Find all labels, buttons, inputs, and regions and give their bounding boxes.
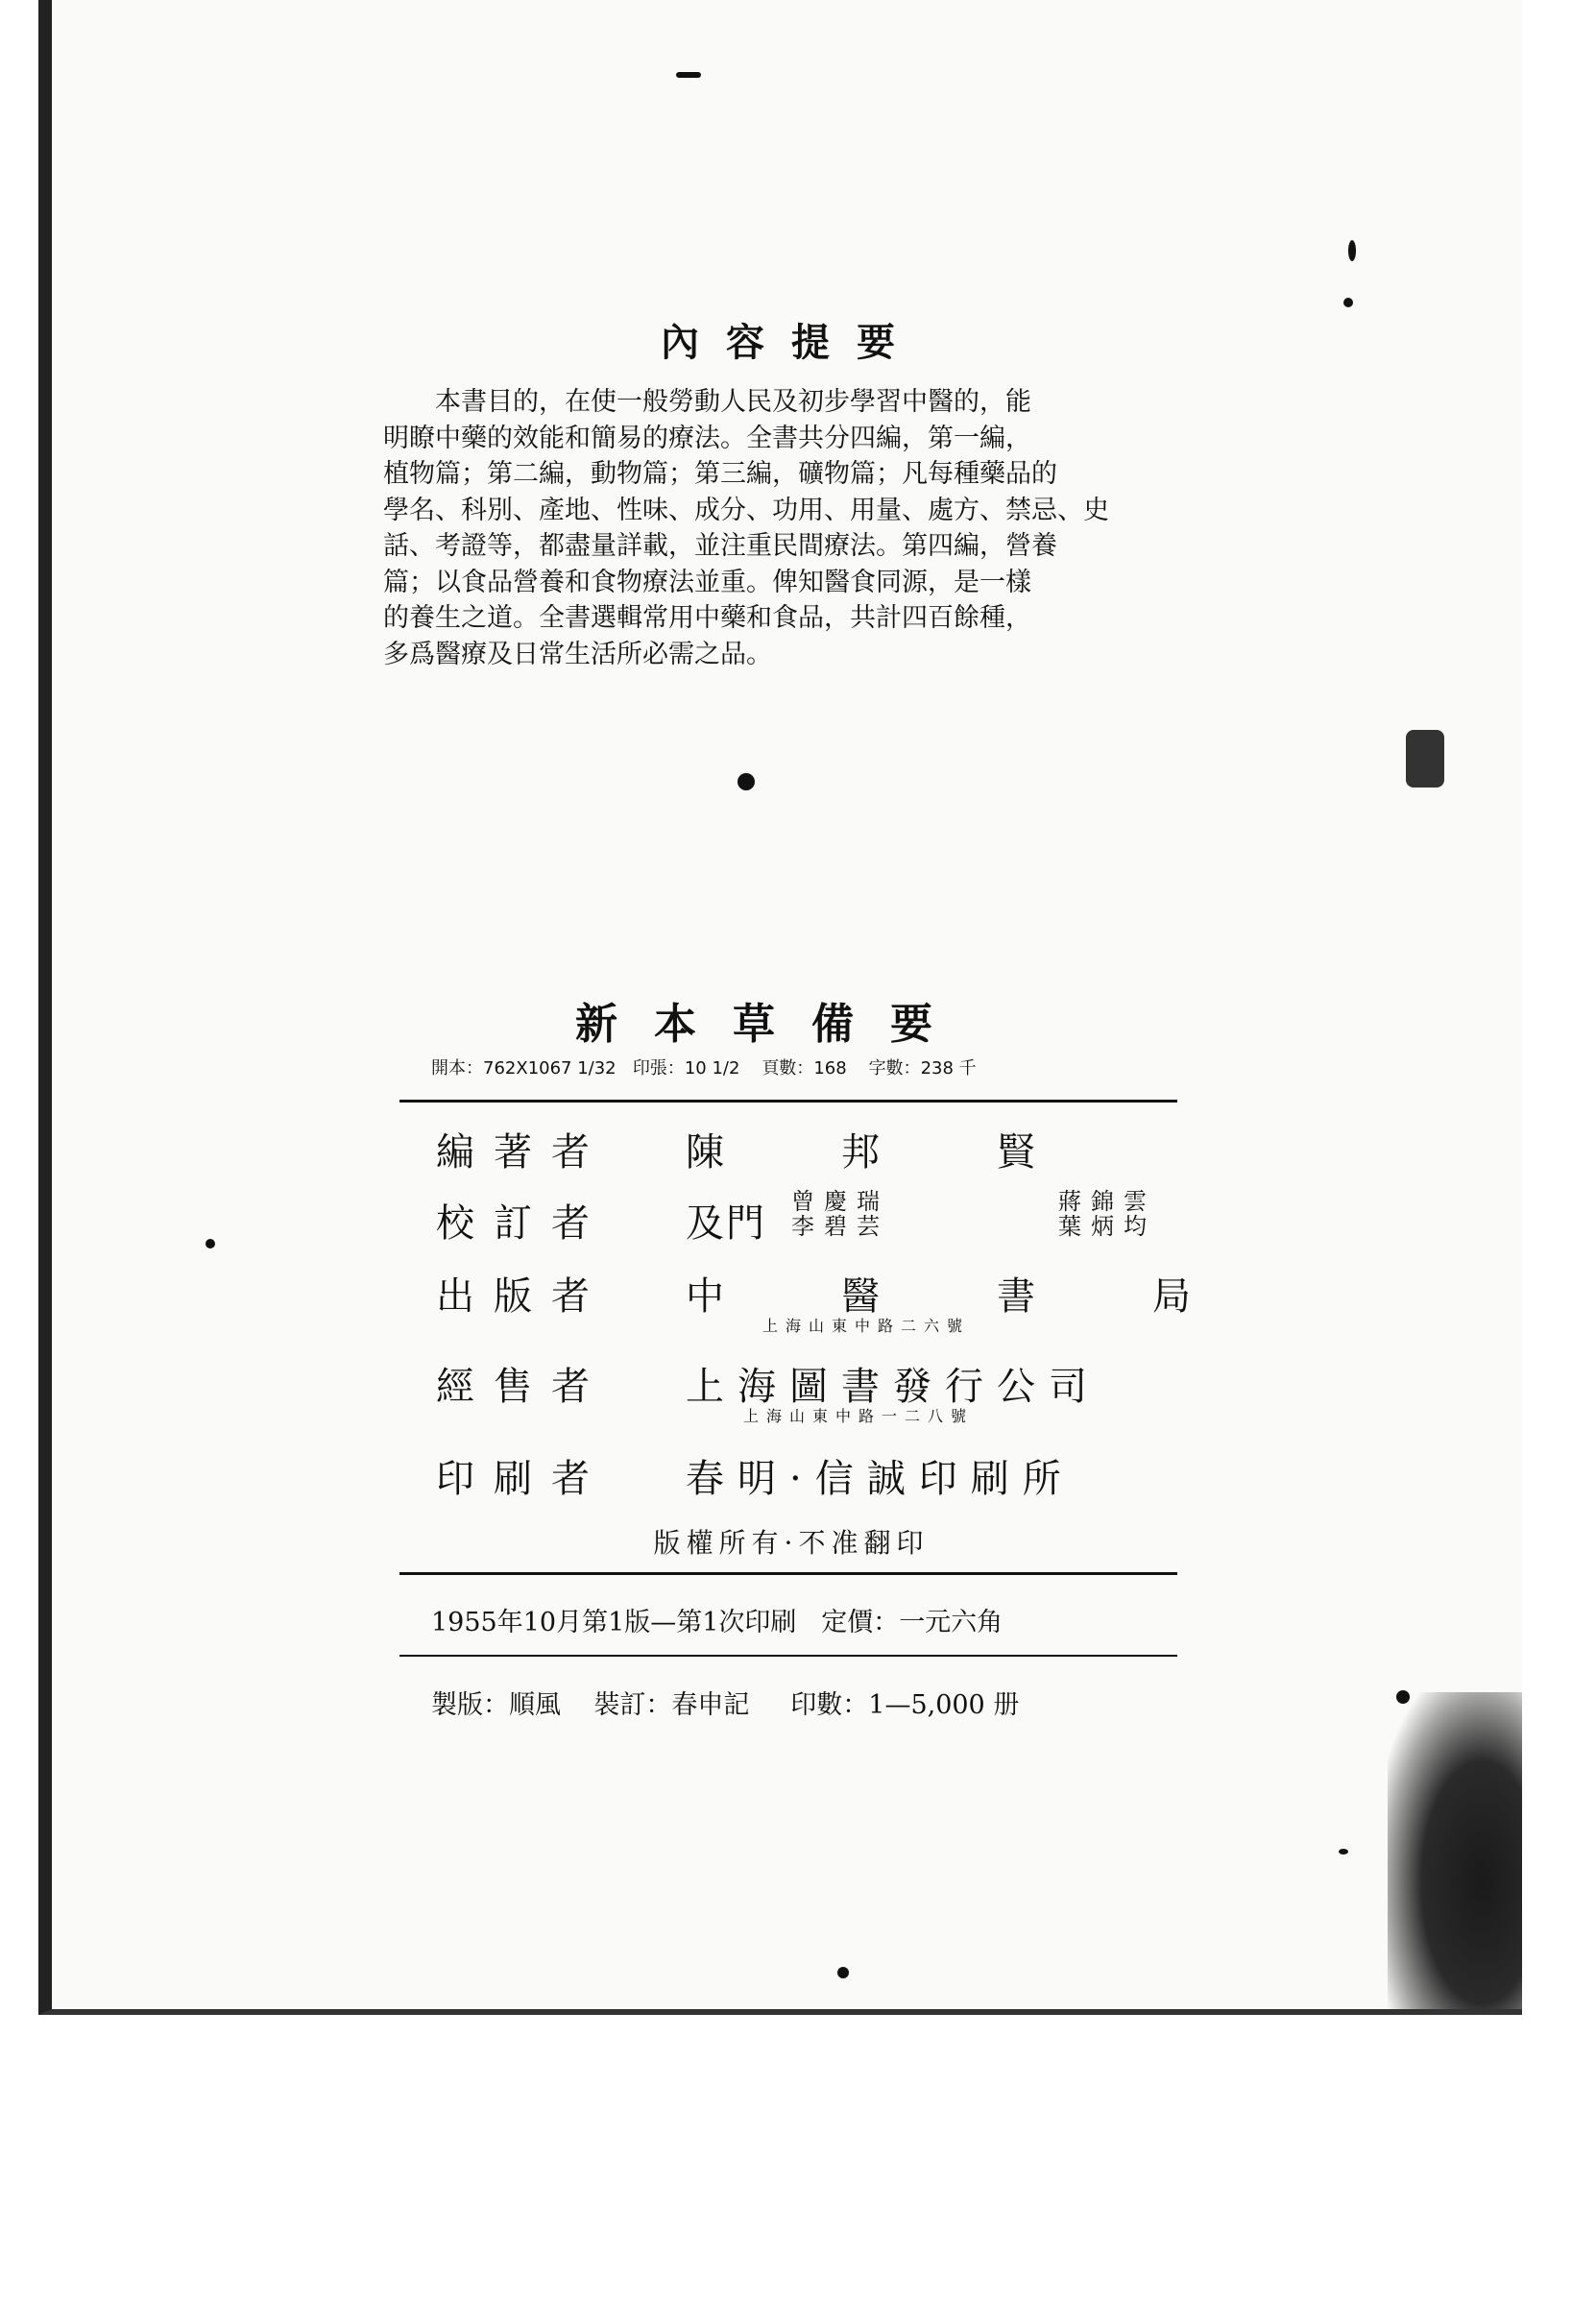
print-run-value: 1—5,000 册 xyxy=(868,1690,1020,1720)
scan-speck xyxy=(676,72,701,78)
price-label: 定價： xyxy=(821,1608,900,1637)
section-bullet xyxy=(738,773,755,790)
rule-lower xyxy=(399,1655,1177,1657)
production-line xyxy=(431,1684,1180,1721)
print-run-label: 印數： xyxy=(790,1690,869,1720)
credit-address: 上海山東中路一二八號 xyxy=(743,1407,975,1425)
scan-speck xyxy=(206,1239,215,1248)
book-title: 新本草備要 xyxy=(575,1000,969,1049)
rule-top xyxy=(399,1100,1177,1103)
credit-name: 陳 邦 賢 xyxy=(686,1130,1049,1175)
summary-line: 明瞭中藥的效能和簡易的療法。全書共分四編，第一編， xyxy=(383,423,1031,453)
copyright-notice: 版權所有·不准翻印 xyxy=(653,1527,930,1559)
spec-words-label: 字數： xyxy=(868,1058,921,1079)
reviewer-name: 蔣錦雲 xyxy=(1058,1188,1156,1215)
credit-distributor xyxy=(436,1356,1185,1442)
credit-name: 春明·信誠印刷所 xyxy=(686,1457,1075,1501)
summary-line: 的養生之道。全書選輯常用中藥和食品，共計四百餘種， xyxy=(383,603,1031,633)
scan-speck xyxy=(1343,298,1353,307)
edition-info: 1955年10月第1版—第1次印刷 xyxy=(431,1608,797,1637)
binding-label: 裝訂： xyxy=(593,1690,672,1720)
summary-line: 多爲醫療及日常生活所必需之品。 xyxy=(383,639,772,669)
summary-title: 內容提要 xyxy=(661,320,922,365)
reviewer-names xyxy=(791,1189,1156,1239)
scan-speck xyxy=(1339,1849,1348,1855)
credit-name: 中 醫 書 局 xyxy=(686,1274,1204,1319)
credit-name: 上海圖書發行公司 xyxy=(686,1365,1100,1409)
reviewer-name: 葉炳均 xyxy=(1058,1213,1156,1240)
credit-role: 經售者 xyxy=(436,1365,609,1409)
spec-pages-value: 168 xyxy=(813,1058,847,1079)
summary-line: 本書目的，在使一般勞動人民及初步學習中醫的，能 xyxy=(435,387,1031,417)
edition-line xyxy=(431,1601,1180,1638)
credit-role: 編著者 xyxy=(436,1130,609,1175)
rule-middle xyxy=(399,1572,1177,1575)
spec-words-value: 238 千 xyxy=(920,1058,977,1079)
page-bullet xyxy=(837,1967,849,1978)
price-value: 一元六角 xyxy=(899,1608,1004,1637)
spec-sheets-label: 印張： xyxy=(632,1058,685,1079)
credit-role: 校訂者 xyxy=(436,1201,609,1246)
credit-address: 上海山東中路二六號 xyxy=(762,1317,971,1335)
summary-line: 植物篇；第二編，動物篇；第三編，礦物篇；凡每種藥品的 xyxy=(383,459,1057,489)
scan-speck xyxy=(1348,240,1356,261)
reviewer-name: 李碧芸 xyxy=(791,1213,889,1240)
summary-line: 話、考證等，都盡量詳載，並注重民間療法。第四編，營養 xyxy=(383,531,1057,561)
summary-paragraph xyxy=(383,384,1180,672)
book-specs xyxy=(431,1055,1180,1079)
binding-value: 春申記 xyxy=(671,1690,750,1720)
scan-speck xyxy=(1406,730,1444,788)
credit-prefix: 及門 xyxy=(686,1201,766,1246)
spec-pages-label: 頁數： xyxy=(762,1058,814,1079)
spec-format-label: 開本： xyxy=(431,1058,483,1079)
credit-role: 出版者 xyxy=(436,1274,609,1319)
reviewer-name: 曾慶瑞 xyxy=(791,1188,889,1215)
credit-publisher xyxy=(436,1266,1204,1352)
scan-shadow xyxy=(1388,1692,1522,2009)
scan-speck xyxy=(1396,1690,1410,1704)
spec-sheets-value: 10 1/2 xyxy=(684,1058,740,1079)
credit-role: 印刷者 xyxy=(436,1457,609,1501)
summary-line: 學名、科別、產地、性味、成分、功用、用量、處方、禁忌、史 xyxy=(383,495,1109,525)
plate-label: 製版： xyxy=(431,1690,509,1720)
spec-format-value: 762X1067 1/32 xyxy=(483,1058,617,1079)
plate-value: 順風 xyxy=(509,1690,561,1720)
summary-line: 篇；以食品營養和食物療法並重。俾知醫食同源，是一樣 xyxy=(383,567,1031,597)
scanned-page xyxy=(38,0,1522,2015)
